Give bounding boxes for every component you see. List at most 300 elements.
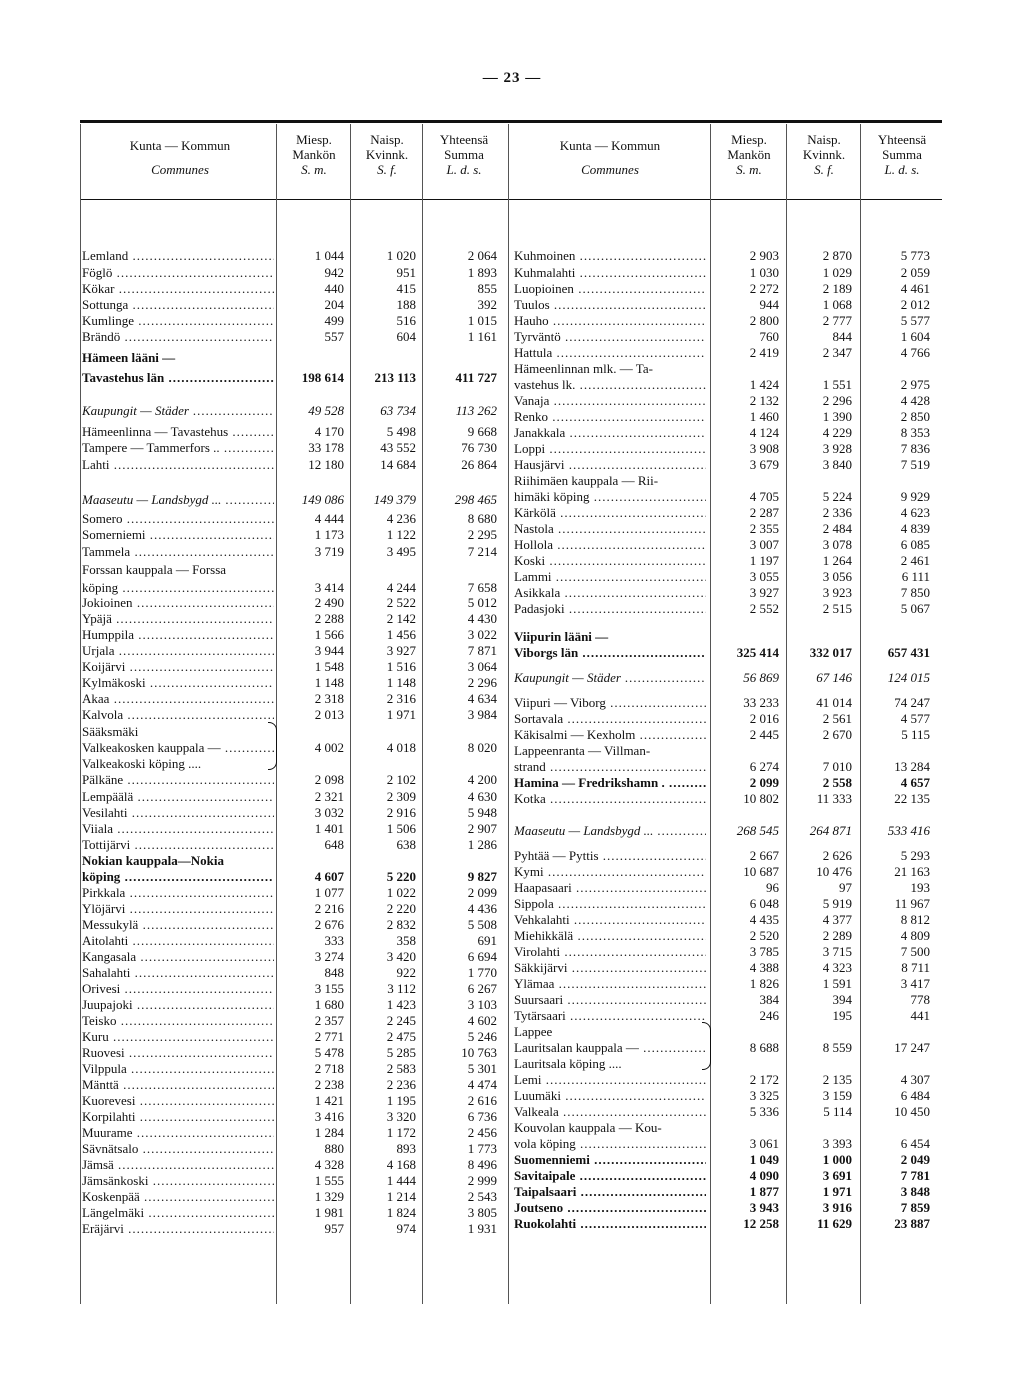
col-rule (508, 124, 509, 1304)
value-male: 5 336 (749, 1104, 779, 1119)
commune-name: Valkeakosken kauppala — ..... (82, 740, 274, 755)
value-total: 17 247 (894, 1040, 930, 1055)
commune-name: Messukylä ..... (82, 917, 274, 932)
value-total: 8 680 (467, 511, 497, 526)
value-female: 3 420 (386, 949, 416, 964)
value-male: 4 328 (314, 1157, 344, 1172)
value-female: 5 498 (386, 424, 416, 439)
value-female: 2 916 (386, 805, 416, 820)
commune-name: Nokian kauppala—Nokia (82, 853, 224, 868)
value-total: 1 893 (467, 265, 497, 280)
value-female: 1 195 (386, 1093, 416, 1108)
value-male: 2 016 (749, 711, 779, 726)
value-total: 4 428 (900, 393, 930, 408)
value-female: 195 (832, 1008, 852, 1023)
value-male: 1 284 (314, 1125, 344, 1140)
value-male: 1 173 (314, 527, 344, 542)
value-male: 760 (759, 329, 779, 344)
value-male: 2 321 (314, 789, 344, 804)
commune-name: Loppi ..... (514, 441, 706, 456)
value-total: 7 214 (467, 544, 497, 559)
commune-name: Kuhmalahti ..... (514, 265, 706, 280)
commune-name: Sottunga ..... (82, 297, 274, 312)
value-total: 8 711 (901, 960, 930, 975)
col-rule (422, 124, 423, 1304)
commune-name: Kuhmoinen ..... (514, 248, 706, 263)
value-male: 3 416 (314, 1109, 344, 1124)
value-male: 2 520 (749, 928, 779, 943)
commune-name: Hollola ..... (514, 537, 706, 552)
value-female: 4 323 (822, 960, 852, 975)
commune-name: Viiala ..... (82, 821, 274, 836)
commune-name: Tavastehus län ..... (82, 370, 274, 385)
commune-name: Riihimäen kauppala — Rii- (514, 473, 659, 488)
value-female: 893 (396, 1141, 416, 1156)
value-male: 49 528 (308, 403, 344, 418)
value-female: 4 377 (822, 912, 852, 927)
value-total: 2 064 (467, 248, 497, 263)
commune-name: Taipalsaari ..... (514, 1184, 706, 1199)
commune-name: Sääksmäki (82, 724, 139, 739)
commune-name: Kalvola ..... (82, 707, 274, 722)
commune-name: Säkkijärvi ..... (514, 960, 706, 975)
commune-name: Tammela ..... (82, 544, 274, 559)
commune-name: Lammi ..... (514, 569, 706, 584)
value-total: 6 085 (900, 537, 930, 552)
commune-name: Sippola ..... (514, 896, 706, 911)
value-male: 2 903 (749, 248, 779, 263)
value-female: 2 484 (822, 521, 852, 536)
commune-name: Tampere — Tammerfors .. ..... (82, 440, 274, 455)
value-female: 8 559 (822, 1040, 852, 1055)
value-male: 3 414 (314, 580, 344, 595)
commune-name: Sävnätsalo ..... (82, 1141, 274, 1156)
value-female: 1 148 (386, 675, 416, 690)
value-female: 3 840 (822, 457, 852, 472)
value-total: 3 848 (900, 1184, 930, 1199)
value-male: 1 401 (314, 821, 344, 836)
commune-name: Kangasala ..... (82, 949, 274, 964)
commune-name: Hattula ..... (514, 345, 706, 360)
value-female: 188 (396, 297, 416, 312)
value-male: 648 (324, 837, 344, 852)
value-female: 3 928 (822, 441, 852, 456)
commune-name: Somerniemi ..... (82, 527, 274, 542)
value-total: 411 727 (455, 370, 497, 385)
top-rule (80, 120, 942, 123)
commune-name: vola köping ..... (514, 1136, 706, 1151)
value-male: 2 172 (749, 1072, 779, 1087)
commune-name: Aitolahti ..... (82, 933, 274, 948)
commune-name: Kaupungit — Städer ..... (82, 403, 274, 418)
value-male: 2 676 (314, 917, 344, 932)
value-total: 23 887 (894, 1216, 930, 1231)
commune-name: Lappeenranta — Villman- (514, 743, 651, 758)
value-male: 2 800 (749, 313, 779, 328)
value-total: 5 012 (467, 595, 497, 610)
value-female: 3 112 (387, 981, 416, 996)
value-total: 533 416 (887, 823, 930, 838)
commune-name: Lauritsala köping .... (514, 1056, 622, 1071)
value-total: 2 456 (467, 1125, 497, 1140)
commune-name: Somero ..... (82, 511, 274, 526)
commune-name: Haapasaari ..... (514, 880, 706, 895)
commune-name: Kuru ..... (82, 1029, 274, 1044)
value-female: 1 122 (386, 527, 416, 542)
value-female: 2 626 (822, 848, 852, 863)
commune-name: Pirkkala ..... (82, 885, 274, 900)
value-total: 7 850 (900, 585, 930, 600)
value-male: 1 548 (314, 659, 344, 674)
value-female: 3 078 (822, 537, 852, 552)
value-female: 1 172 (386, 1125, 416, 1140)
header-kunta-right: Kunta — Kommun (559, 138, 661, 153)
header-communes: Communes (151, 162, 209, 177)
value-male: 4 124 (749, 425, 779, 440)
value-male: 2 355 (749, 521, 779, 536)
value-total: 2 059 (900, 265, 930, 280)
commune-name: Tottijärvi ..... (82, 837, 274, 852)
commune-name: köping ..... (82, 869, 274, 884)
value-total: 2 999 (467, 1173, 497, 1188)
value-total: 7 519 (900, 457, 930, 472)
value-male: 4 444 (314, 511, 344, 526)
value-male: 10 687 (743, 864, 779, 879)
commune-name: Vilppula ..... (82, 1061, 274, 1076)
value-female: 1 022 (386, 885, 416, 900)
value-female: 3 715 (822, 944, 852, 959)
value-male: 1 555 (314, 1173, 344, 1188)
commune-name: Hauho ..... (514, 313, 706, 328)
value-male: 4 607 (314, 869, 344, 884)
value-female: 3 056 (822, 569, 852, 584)
value-total: 4 657 (900, 775, 930, 790)
value-male: 848 (324, 965, 344, 980)
value-total: 22 135 (894, 791, 930, 806)
value-total: 392 (477, 297, 497, 312)
value-female: 1 971 (386, 707, 416, 722)
value-male: 3 943 (749, 1200, 779, 1215)
value-male: 3 061 (749, 1136, 779, 1151)
value-total: 4 839 (900, 521, 930, 536)
value-male: 5 478 (314, 1045, 344, 1060)
commune-name: Valkeakoski köping .... (82, 756, 202, 771)
value-total: 1 770 (467, 965, 497, 980)
value-female: 3 927 (386, 643, 416, 658)
value-female: 1 020 (386, 248, 416, 263)
value-female: 2 515 (822, 601, 852, 616)
value-male: 944 (759, 297, 779, 312)
value-total: 124 015 (887, 670, 930, 685)
value-female: 1 824 (386, 1205, 416, 1220)
value-total: 1 286 (467, 837, 497, 852)
value-total: 5 577 (900, 313, 930, 328)
value-total: 4 623 (900, 505, 930, 520)
value-female: 1 591 (822, 976, 852, 991)
value-female: 1 423 (386, 997, 416, 1012)
value-total: 5 773 (900, 248, 930, 263)
commune-name: Kökar ..... (82, 281, 274, 296)
value-total: 1 161 (467, 329, 497, 344)
value-female: 2 142 (386, 611, 416, 626)
value-total: 4 602 (467, 1013, 497, 1028)
value-female: 1 029 (822, 265, 852, 280)
value-female: 2 777 (822, 313, 852, 328)
value-female: 394 (832, 992, 852, 1007)
commune-name: Suursaari ..... (514, 992, 706, 1007)
value-female: 3 320 (386, 1109, 416, 1124)
value-male: 2 272 (749, 281, 779, 296)
value-male: 4 705 (749, 489, 779, 504)
value-female: 2 583 (386, 1061, 416, 1076)
value-female: 844 (832, 329, 852, 344)
value-female: 3 691 (822, 1168, 852, 1183)
value-total: 74 247 (894, 695, 930, 710)
value-male: 1 329 (314, 1189, 344, 1204)
value-male: 198 614 (301, 370, 344, 385)
value-female: 7 010 (822, 759, 852, 774)
value-total: 11 967 (894, 896, 930, 911)
value-male: 96 (766, 880, 779, 895)
value-female: 3 159 (822, 1088, 852, 1103)
bracket (702, 1022, 711, 1070)
value-total: 7 859 (900, 1200, 930, 1215)
commune-name: Jämsä ..... (82, 1157, 274, 1172)
value-female: 10 476 (816, 864, 852, 879)
value-total: 4 630 (467, 789, 497, 804)
value-female: 358 (396, 933, 416, 948)
value-total: 193 (910, 880, 930, 895)
value-female: 63 734 (380, 403, 416, 418)
value-male: 942 (324, 265, 344, 280)
commune-name: Muurame ..... (82, 1125, 274, 1140)
value-female: 516 (396, 313, 416, 328)
value-female: 4 244 (386, 580, 416, 595)
value-female: 1 444 (386, 1173, 416, 1188)
value-total: 4 474 (467, 1077, 497, 1092)
value-male: 1 044 (314, 248, 344, 263)
commune-name: Joutseno ..... (514, 1200, 706, 1215)
value-male: 3 325 (749, 1088, 779, 1103)
commune-name: Lempäälä ..... (82, 789, 274, 804)
commune-name: Hamina — Fredrikshamn . ..... (514, 775, 706, 790)
value-male: 6 048 (749, 896, 779, 911)
commune-name: Ylöjärvi ..... (82, 901, 274, 916)
value-male: 3 032 (314, 805, 344, 820)
value-female: 1 068 (822, 297, 852, 312)
commune-name: Vanaja ..... (514, 393, 706, 408)
value-female: 2 220 (386, 901, 416, 916)
header-miesp: Miesp. Mankön S. m. (292, 132, 336, 177)
commune-name: Kumlinge ..... (82, 313, 274, 328)
value-total: 6 111 (901, 569, 930, 584)
value-total: 3 103 (467, 997, 497, 1012)
commune-name: Juupajoki ..... (82, 997, 274, 1012)
value-male: 2 490 (314, 595, 344, 610)
value-female: 213 113 (374, 370, 416, 385)
value-male: 1 460 (749, 409, 779, 424)
commune-name: köping ..... (82, 580, 274, 595)
value-female: 4 236 (386, 511, 416, 526)
value-female: 3 495 (386, 544, 416, 559)
value-total: 6 736 (467, 1109, 497, 1124)
value-female: 41 014 (816, 695, 852, 710)
value-total: 4 461 (900, 281, 930, 296)
value-male: 1 077 (314, 885, 344, 900)
value-total: 2 295 (467, 527, 497, 542)
value-female: 1 390 (822, 409, 852, 424)
value-total: 6 267 (467, 981, 497, 996)
commune-name: Humppila ..... (82, 627, 274, 642)
value-female: 4 229 (822, 425, 852, 440)
value-male: 3 007 (749, 537, 779, 552)
value-female: 2 316 (386, 691, 416, 706)
value-total: 7 871 (467, 643, 497, 658)
value-male: 3 155 (314, 981, 344, 996)
value-female: 5 224 (822, 489, 852, 504)
value-total: 9 668 (467, 424, 497, 439)
value-male: 2 287 (749, 505, 779, 520)
value-male: 1 566 (314, 627, 344, 642)
value-total: 3 805 (467, 1205, 497, 1220)
value-total: 691 (477, 933, 497, 948)
value-total: 8 353 (900, 425, 930, 440)
value-male: 4 388 (749, 960, 779, 975)
value-total: 2 543 (467, 1189, 497, 1204)
value-male: 2 771 (314, 1029, 344, 1044)
value-female: 1 516 (386, 659, 416, 674)
commune-name: Miehikkälä ..... (514, 928, 706, 943)
value-female: 604 (396, 329, 416, 344)
commune-name: Vehkalahti ..... (514, 912, 706, 927)
value-female: 951 (396, 265, 416, 280)
value-female: 4 018 (386, 740, 416, 755)
header-yhteensa-right: Yhteensä Summa L. d. s. (877, 132, 927, 177)
value-female: 149 379 (373, 492, 416, 507)
commune-name: Mänttä ..... (82, 1077, 274, 1092)
value-total: 8 020 (467, 740, 497, 755)
value-male: 2 132 (749, 393, 779, 408)
value-female: 2 561 (822, 711, 852, 726)
commune-name: Nastola ..... (514, 521, 706, 536)
commune-name: Kymi ..... (514, 864, 706, 879)
value-female: 97 (839, 880, 852, 895)
commune-name: Savitaipale ..... (514, 1168, 706, 1183)
value-male: 2 098 (314, 772, 344, 787)
header-naisp: Naisp. Kvinnk. S. f. (365, 132, 409, 177)
commune-name: Hämeenlinnan mlk. — Ta- (514, 361, 653, 376)
value-male: 33 233 (743, 695, 779, 710)
commune-name: Suomenniemi ..... (514, 1152, 706, 1167)
value-total: 3 064 (467, 659, 497, 674)
value-male: 4 002 (314, 740, 344, 755)
value-female: 2 475 (386, 1029, 416, 1044)
value-total: 3 022 (467, 627, 497, 642)
value-total: 9 929 (900, 489, 930, 504)
value-total: 441 (910, 1008, 930, 1023)
value-female: 2 670 (822, 727, 852, 742)
value-total: 8 496 (467, 1157, 497, 1172)
commune-name: Akaa ..... (82, 691, 274, 706)
value-total: 7 781 (900, 1168, 930, 1183)
value-female: 3 923 (822, 585, 852, 600)
value-female: 14 684 (380, 457, 416, 472)
value-total: 5 293 (900, 848, 930, 863)
value-total: 4 436 (467, 901, 497, 916)
value-total: 10 763 (461, 1045, 497, 1060)
value-male: 1 148 (314, 675, 344, 690)
value-female: 5 285 (386, 1045, 416, 1060)
commune-name: Sahalahti ..... (82, 965, 274, 980)
value-male: 4 170 (314, 424, 344, 439)
value-male: 2 718 (314, 1061, 344, 1076)
header-naisp-right: Naisp. Kvinnk. S. f. (802, 132, 846, 177)
value-male: 880 (324, 1141, 344, 1156)
commune-name: Janakkala ..... (514, 425, 706, 440)
value-female: 332 017 (809, 645, 852, 660)
value-male: 246 (759, 1008, 779, 1023)
value-total: 1 604 (900, 329, 930, 344)
value-total: 657 431 (887, 645, 930, 660)
commune-name: Jokioinen ..... (82, 595, 274, 610)
commune-name: Orivesi ..... (82, 981, 274, 996)
value-male: 149 086 (301, 492, 344, 507)
value-total: 2 907 (467, 821, 497, 836)
commune-name: Pyhtää — Pyttis ..... (514, 848, 706, 863)
value-male: 1 049 (749, 1152, 779, 1167)
commune-name: Ypäjä ..... (82, 611, 274, 626)
value-female: 1 214 (386, 1189, 416, 1204)
value-male: 8 688 (749, 1040, 779, 1055)
commune-name: Virolahti ..... (514, 944, 706, 959)
value-total: 2 461 (900, 553, 930, 568)
value-female: 2 245 (386, 1013, 416, 1028)
commune-name: Kuorevesi ..... (82, 1093, 274, 1108)
value-female: 1 506 (386, 821, 416, 836)
commune-name: Brändö ..... (82, 329, 274, 344)
value-female: 11 629 (816, 1216, 852, 1231)
value-total: 4 766 (900, 345, 930, 360)
value-female: 4 168 (386, 1157, 416, 1172)
value-female: 67 146 (816, 670, 852, 685)
value-male: 4 090 (749, 1168, 779, 1183)
commune-name: Kärkölä ..... (514, 505, 706, 520)
commune-name: Forssan kauppala — Forssa (82, 562, 227, 577)
value-total: 9 827 (467, 869, 497, 884)
value-female: 3 916 (822, 1200, 852, 1215)
value-total: 5 508 (467, 917, 497, 932)
value-female: 2 189 (822, 281, 852, 296)
value-male: 3 055 (749, 569, 779, 584)
commune-name: Lappee (514, 1024, 553, 1039)
value-male: 12 258 (743, 1216, 779, 1231)
value-female: 2 558 (822, 775, 852, 790)
value-female: 2 309 (386, 789, 416, 804)
value-male: 2 357 (314, 1013, 344, 1028)
value-female: 3 393 (822, 1136, 852, 1151)
value-female: 1 264 (822, 553, 852, 568)
commune-name: Ruokolahti ..... (514, 1216, 706, 1231)
commune-name: Eräjärvi ..... (82, 1221, 274, 1236)
value-total: 21 163 (894, 864, 930, 879)
value-total: 1 773 (467, 1141, 497, 1156)
commune-name: Koijärvi ..... (82, 659, 274, 674)
value-female: 2 336 (822, 505, 852, 520)
value-total: 7 836 (900, 441, 930, 456)
value-female: 1 456 (386, 627, 416, 642)
value-total: 6 694 (467, 949, 497, 964)
header-miesp-right: Miesp. Mankön S. m. (727, 132, 771, 177)
